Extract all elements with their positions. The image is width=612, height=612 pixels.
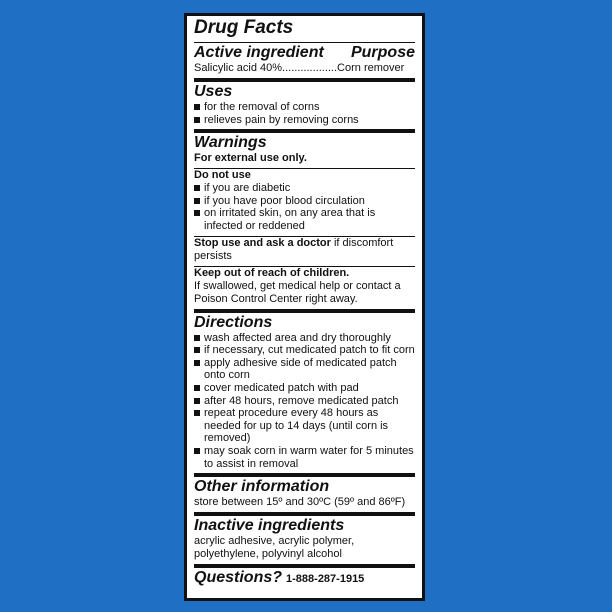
list-item: repeat procedure every 48 hours as needed for up to 14 days (until corn is removed) bbox=[194, 407, 415, 445]
bullet-icon bbox=[194, 104, 200, 110]
inactive-ingredients-heading: Inactive ingredients bbox=[194, 517, 345, 535]
list-item: wash affected area and dry thoroughly bbox=[194, 332, 415, 345]
bullet-icon bbox=[194, 347, 200, 353]
drug-facts-panel bbox=[184, 13, 425, 601]
external-use-text: For external use only. bbox=[194, 152, 307, 165]
active-ingredient-heading: Active ingredient bbox=[194, 44, 324, 61]
list-item: relieves pain by removing corns bbox=[194, 114, 415, 127]
list-item: if you have poor blood circulation bbox=[194, 195, 415, 208]
uses-list bbox=[194, 101, 415, 126]
bullet-icon bbox=[194, 410, 200, 416]
list-item: for the removal of corns bbox=[194, 101, 415, 114]
uses-heading: Uses bbox=[194, 83, 233, 100]
questions-heading: Questions? bbox=[194, 569, 283, 587]
bullet-icon bbox=[194, 385, 200, 391]
list-item: if necessary, cut medicated patch to fit corn bbox=[194, 344, 415, 357]
keep-out-text: Keep out of reach of children. bbox=[194, 266, 350, 279]
bullet-icon bbox=[194, 117, 200, 123]
active-ingredient-line: Salicylic acid 40%..................Corn remover bbox=[194, 62, 405, 74]
if-swallowed-text: If swallowed, get medical help or contact a Poison Control Center right away. bbox=[194, 279, 401, 305]
warnings-heading: Warnings bbox=[194, 134, 267, 152]
other-information-heading: Other information bbox=[194, 478, 330, 496]
list-item: on irritated skin, on any area that is infected or reddened bbox=[194, 207, 415, 232]
bullet-icon bbox=[194, 185, 200, 191]
questions-phone: 1-888-287-1915 bbox=[286, 573, 365, 586]
do-not-use-heading: Do not use bbox=[194, 169, 251, 182]
directions-list bbox=[194, 332, 415, 471]
list-item: after 48 hours, remove medicated patch bbox=[194, 395, 415, 408]
active-ingredient-header bbox=[194, 43, 415, 62]
storage-text: store between 15º and 30ºC (59º and 86ºF) bbox=[194, 496, 406, 509]
purpose-heading: Purpose bbox=[350, 44, 415, 61]
list-item: apply adhesive side of medicated patch onto corn bbox=[194, 357, 415, 382]
inactive-ingredients-text: acrylic adhesive, acrylic polymer, polyethylene, polyvinyl alcohol bbox=[194, 535, 355, 561]
list-item: cover medicated patch with pad bbox=[194, 382, 415, 395]
do-not-use-list bbox=[194, 182, 415, 232]
list-item: if you are diabetic bbox=[194, 182, 415, 195]
bullet-icon bbox=[194, 335, 200, 341]
bullet-icon bbox=[194, 448, 200, 454]
bullet-icon bbox=[194, 398, 200, 404]
questions-line bbox=[194, 568, 415, 587]
stop-use-text: Stop use and ask a doctor if discomfort persists bbox=[194, 236, 394, 262]
directions-heading: Directions bbox=[194, 313, 273, 331]
bullet-icon bbox=[194, 360, 200, 366]
drug-facts-title: Drug Facts bbox=[194, 17, 294, 38]
list-item: may soak corn in warm water for 5 minutes to assist in removal bbox=[194, 445, 415, 470]
bullet-icon bbox=[194, 210, 200, 216]
bullet-icon bbox=[194, 198, 200, 204]
